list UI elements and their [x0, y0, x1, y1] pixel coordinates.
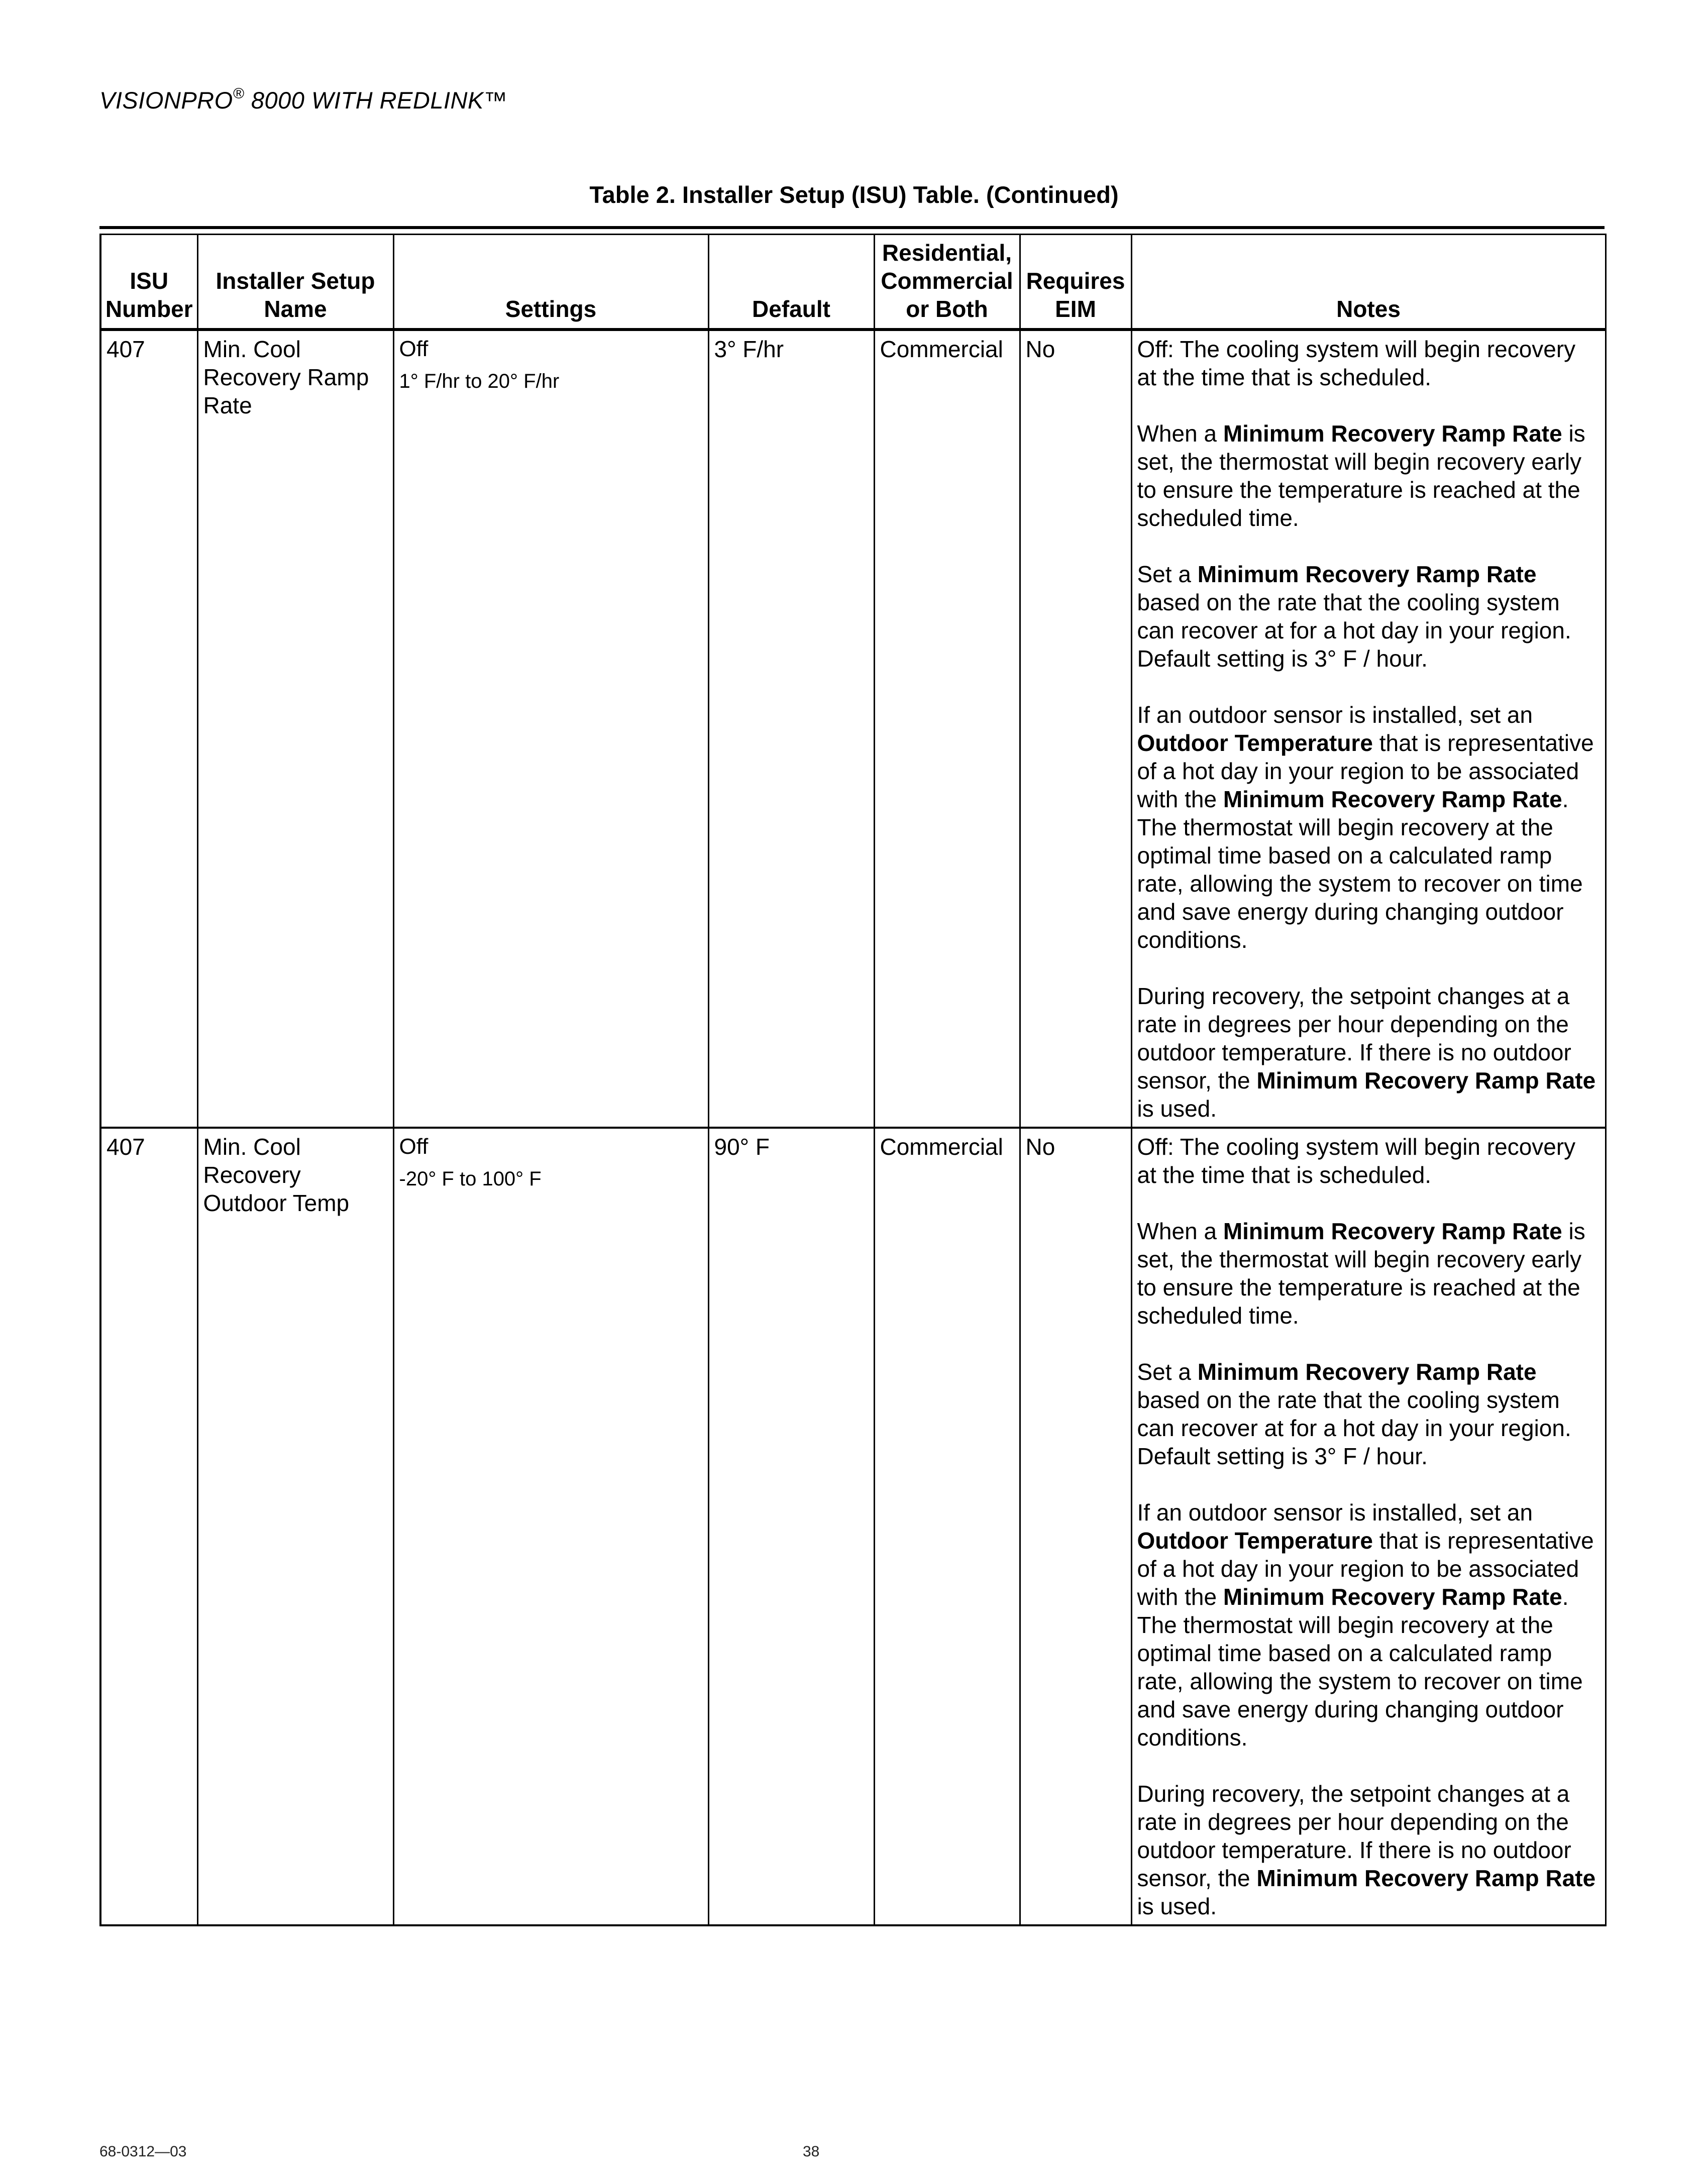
- note-term: Minimum Recovery Ramp Rate: [1223, 1218, 1562, 1244]
- note-text: is used.: [1137, 1096, 1217, 1122]
- cell-type: Commercial: [874, 330, 1020, 1128]
- col-header-isu-line2: Number: [105, 296, 193, 322]
- note-paragraph: [1137, 1217, 1600, 1330]
- note-text: If an outdoor sensor is installed, set an: [1137, 1499, 1533, 1525]
- note-paragraph: [1137, 1358, 1600, 1470]
- note-text: that is representative of a hot day in your region to be associated with the: [1137, 1528, 1594, 1610]
- col-header-eim-line1: Requires: [1026, 268, 1125, 294]
- cell-eim: No: [1020, 330, 1131, 1128]
- col-header-name: [197, 235, 393, 330]
- cell-name: Min. Cool Recovery Ramp Rate: [197, 330, 393, 1128]
- note-text: based on the rate that the cooling system can recover at for a hot day in your region. Default setting is 3° F / hour.: [1137, 589, 1571, 672]
- cell-settings: [393, 1128, 708, 1925]
- note-term: Outdoor Temperature: [1137, 730, 1373, 756]
- product-suffix: 8000 WITH REDLINK™: [244, 87, 508, 114]
- cell-isu: 407: [100, 330, 197, 1128]
- col-header-name-line1: Installer Setup: [216, 268, 375, 294]
- col-header-settings: Settings: [393, 235, 708, 330]
- note-text: based on the rate that the cooling system can recover at for a hot day in your region. Default setting is 3° F / hour.: [1137, 1387, 1571, 1469]
- col-header-eim-line2: EIM: [1055, 296, 1096, 322]
- isu-table-container: [99, 226, 1605, 1926]
- col-header-eim: [1020, 235, 1131, 330]
- col-header-default: Default: [708, 235, 874, 330]
- registered-mark: ®: [233, 85, 245, 102]
- cell-notes: [1131, 1128, 1606, 1925]
- col-header-name-line2: Name: [264, 296, 327, 322]
- cell-settings: [393, 330, 708, 1128]
- note-paragraph: [1137, 1498, 1600, 1752]
- cell-type: Commercial: [874, 1128, 1020, 1925]
- table-caption: Table 2. Installer Setup (ISU) Table. (Continued): [589, 181, 1119, 208]
- cell-default: 3° F/hr: [708, 330, 874, 1128]
- col-header-type-line3: or Both: [906, 296, 988, 322]
- page-number: 38: [803, 2143, 820, 2160]
- cell-default: 90° F: [708, 1128, 874, 1925]
- setting-range: -20° F to 100° F: [399, 1168, 542, 1190]
- table-row: [100, 330, 1606, 1128]
- cell-notes: [1131, 330, 1606, 1128]
- note-text: When a: [1137, 420, 1223, 447]
- col-header-notes: Notes: [1131, 235, 1606, 330]
- note-paragraph: [1137, 1780, 1600, 1920]
- note-paragraph: [1137, 419, 1600, 532]
- table-row: [100, 1128, 1606, 1925]
- note-text: Set a: [1137, 561, 1198, 587]
- note-paragraph: Off: The cooling system will begin recovery at the time that is scheduled.: [1137, 1134, 1576, 1188]
- col-header-type: [874, 235, 1020, 330]
- note-text: that is representative of a hot day in your region to be associated with the: [1137, 730, 1594, 812]
- note-term: Minimum Recovery Ramp Rate: [1256, 1865, 1596, 1891]
- note-paragraph: Off: The cooling system will begin recovery at the time that is scheduled.: [1137, 336, 1576, 390]
- note-term: Minimum Recovery Ramp Rate: [1223, 786, 1562, 812]
- cell-name: Min. Cool Recovery Outdoor Temp: [197, 1128, 393, 1925]
- col-header-isu-line1: ISU: [130, 268, 169, 294]
- col-header-type-line2: Commercial: [881, 268, 1013, 294]
- document-header: [99, 85, 507, 114]
- note-text: If an outdoor sensor is installed, set an: [1137, 702, 1533, 728]
- note-term: Outdoor Temperature: [1137, 1528, 1373, 1554]
- note-term: Minimum Recovery Ramp Rate: [1197, 1359, 1537, 1385]
- note-text: During recovery, the setpoint changes at a rate in degrees per hour depending on the outdoor temperature. If there is no outdoor sensor, the: [1137, 983, 1571, 1094]
- col-header-isu: [100, 235, 197, 330]
- table-top-rule: [99, 226, 1605, 229]
- setting-range: 1° F/hr to 20° F/hr: [399, 370, 560, 392]
- note-paragraph: [1137, 701, 1600, 954]
- col-header-type-line1: Residential,: [882, 240, 1012, 266]
- setting-off: Off: [399, 1134, 429, 1159]
- note-text: is used.: [1137, 1893, 1217, 1919]
- note-text: During recovery, the setpoint changes at a rate in degrees per hour depending on the outdoor temperature. If there is no outdoor sensor, the: [1137, 1781, 1571, 1891]
- note-term: Minimum Recovery Ramp Rate: [1197, 561, 1537, 587]
- note-text: is set, the thermostat will begin recovery early to ensure the temperature is reached at the scheduled time.: [1137, 1218, 1585, 1329]
- cell-isu: 407: [100, 1128, 197, 1925]
- document-number: 68-0312—03: [99, 2143, 187, 2160]
- note-text: . The thermostat will begin recovery at the optimal time based on a calculated ramp rate, allowing the system to recover on time and save energy during changing outdoor conditions.: [1137, 1584, 1583, 1751]
- isu-table: [99, 234, 1607, 1926]
- product-name: VISIONPRO: [99, 87, 233, 114]
- note-text: When a: [1137, 1218, 1223, 1244]
- note-paragraph: [1137, 982, 1600, 1123]
- note-term: Minimum Recovery Ramp Rate: [1256, 1067, 1596, 1094]
- note-term: Minimum Recovery Ramp Rate: [1223, 1584, 1562, 1610]
- note-text: Set a: [1137, 1359, 1198, 1385]
- table-header-row: [100, 235, 1606, 330]
- cell-eim: No: [1020, 1128, 1131, 1925]
- note-text: . The thermostat will begin recovery at the optimal time based on a calculated ramp rate, allowing the system to recover on time and save energy during changing outdoor conditions.: [1137, 786, 1583, 953]
- note-paragraph: [1137, 560, 1600, 673]
- setting-off: Off: [399, 337, 429, 361]
- note-text: is set, the thermostat will begin recovery early to ensure the temperature is reached at the scheduled time.: [1137, 420, 1585, 531]
- note-term: Minimum Recovery Ramp Rate: [1223, 420, 1562, 447]
